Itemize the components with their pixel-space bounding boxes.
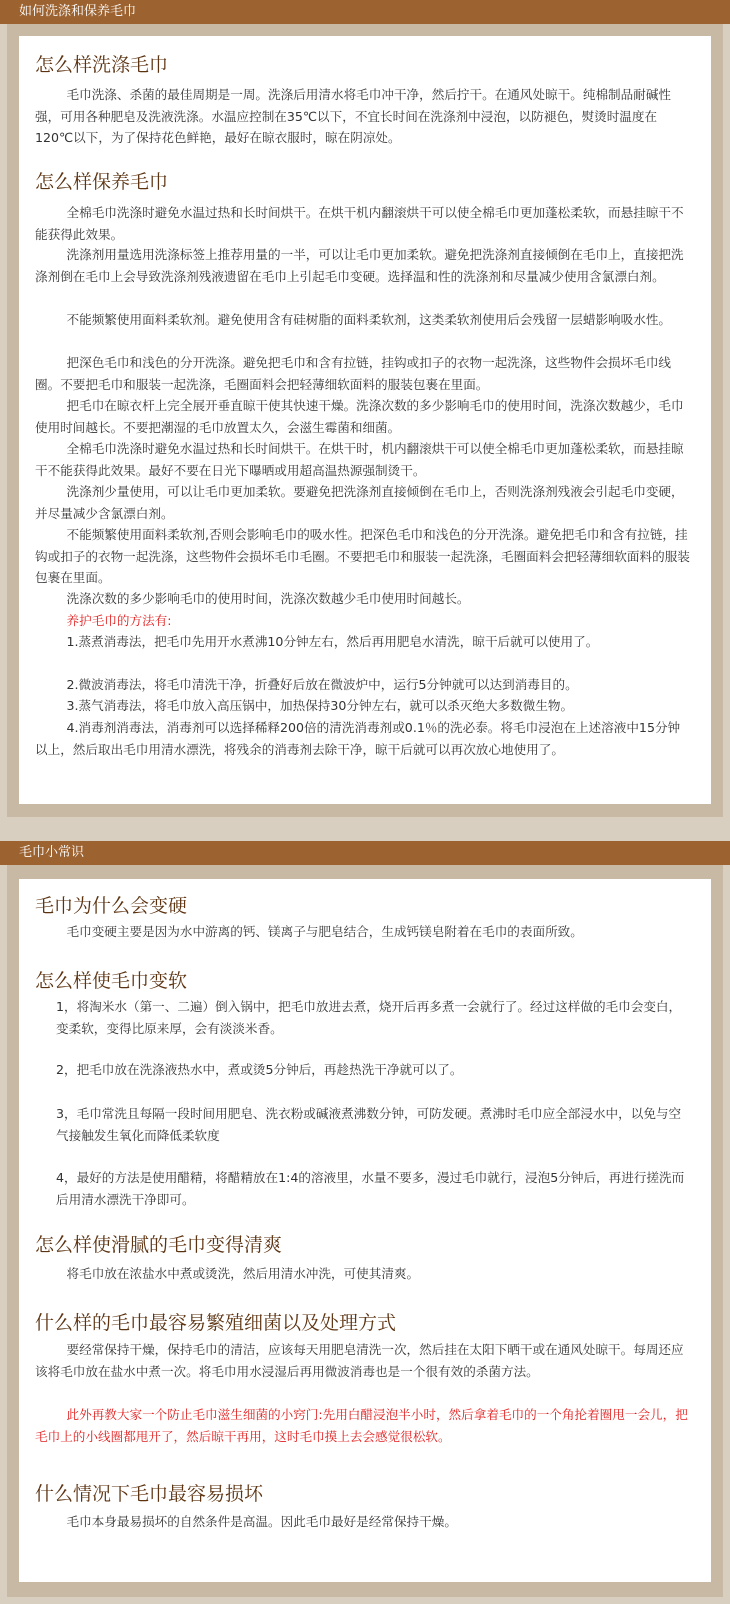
paragraph: 全棉毛巾洗涤时避免水温过热和长时间烘干。在烘干时，机内翻滚烘干可以使全棉毛巾更加蓬松柔软，而悬挂晾干不能获得此效果。最好不要在日光下曝晒或用超高温热源强制烫干。 [35,441,684,478]
method-item: 2.微波消毒法，将毛巾清洗干净，折叠好后放在微波炉中，运行5分钟就可以达到消毒目的。 [66,677,578,692]
soften-step: 3，毛巾常洗且每隔一段时间用肥皂、洗衣粉或碱液煮沸数分钟，可防发硬。煮沸时毛巾应全部浸水中，以免与空气接触发生氧化而降低柔软度 [56,1106,682,1143]
method-item: 3.蒸气消毒法，将毛巾放入高压锅中，加热保持30分钟左右，就可以杀灭绝大多数微生物。 [66,698,574,713]
method-item: 4.消毒剂消毒法，消毒剂可以选择稀释200倍的清洗消毒剂或0.1％的洗必泰。将毛巾浸泡在上述溶液中15分钟以上，然后取出毛巾用清水漂洗，将残余的消毒剂去除干净，晾干后就可以再次放心地使用了。 [35,720,681,757]
heading-bacteria: 什么样的毛巾最容易繁殖细菌以及处理方式 [35,1312,397,1334]
paragraph: 要经常保持干燥，保持毛巾的清洁，应该每天用肥皂清洗一次，然后挂在太阳下晒干或在通风处晾干。每周还应该将毛巾放在盐水中煮一次。将毛巾用水浸湿后再用微波消毒也是一个很有效的杀菌方法。 [35,1342,684,1379]
section-title: 如何洗涤和保养毛巾 [19,4,137,19]
paragraph: 毛巾洗涤、杀菌的最佳周期是一周。洗涤后用清水将毛巾冲干净，然后拧干。在通风处晾干。纯棉制品耐碱性强，可用各种肥皂及洗液洗涤。水温应控制在35℃以下，不宜长时间在洗涤剂中浸泡，以防褪色，熨烫时温度在120℃以下，为了保持花色鲜艳，最好在晾衣服时，晾在阴凉处。 [35,87,671,145]
section-title: 毛巾小常识 [19,845,85,860]
heading-soften: 怎么样使毛巾变软 [35,970,188,992]
section-title-bar [0,841,730,865]
paragraph: 洗涤次数的多少影响毛巾的使用时间，洗涤次数越少毛巾使用时间越长。 [66,591,470,606]
section-frame [7,24,723,817]
heading-why-hard: 毛巾为什么会变硬 [35,895,188,917]
soften-step: 4，最好的方法是使用醋精，将醋精放在1:4的溶液里，水量不要多，漫过毛巾就行，浸泡5分钟后，再进行搓洗而后用清水漂洗干净即可。 [56,1170,685,1207]
content-panel [19,879,711,1582]
heading-care-towel: 怎么样保养毛巾 [35,171,169,193]
section-frame [7,865,723,1597]
content-panel [19,36,711,804]
soften-step: 2，把毛巾放在洗涤液热水中，煮或烫5分钟后，再趁热洗干净就可以了。 [56,1062,463,1077]
method-item: 1.蒸煮消毒法，把毛巾先用开水煮沸10分钟左右，然后再用肥皂水清洗，晾干后就可以使用了。 [66,634,599,649]
paragraph: 洗涤剂用量选用洗涤标签上推荐用量的一半，可以让毛巾更加柔软。避免把洗涤剂直接倾倒在毛巾上，直接把洗涤剂倒在毛巾上会导致洗涤剂残液遗留在毛巾上引起毛巾变硬。选择温和性的洗涤剂和尽量减少使用含氯漂白剂。 [35,247,684,284]
paragraph: 洗涤剂少量使用，可以让毛巾更加柔软。要避免把洗涤剂直接倾倒在毛巾上，否则洗涤剂残液会引起毛巾变硬，并尽量减少含氯漂白剂。 [35,484,684,521]
paragraph: 将毛巾放在浓盐水中煮或烫洗，然后用清水冲洗，可使其清爽。 [66,1266,420,1281]
paragraph: 把毛巾在晾衣杆上完全展开垂直晾干使其快速干燥。洗涤次数的多少影响毛巾的使用时间，洗涤次数越少，毛巾使用时间越长。不要把潮湿的毛巾放置太久，会滋生霉菌和细菌。 [35,398,684,435]
paragraph: 全棉毛巾洗涤时避免水温过热和长时间烘干。在烘干机内翻滚烘干可以使全棉毛巾更加蓬松柔软，而悬挂晾干不能获得此效果。 [35,205,684,242]
heading-greasy: 怎么样使滑腻的毛巾变得清爽 [35,1234,283,1256]
paragraph: 不能频繁使用面料柔软剂,否则会影响毛巾的吸水性。把深色毛巾和浅色的分开洗涤。避免把毛巾和含有拉链，挂钩或扣子的衣物一起洗涤，这些物件会损坏毛巾毛圈。不要把毛巾和服装一起洗涤，毛圈面料会把轻薄细软面料的服装包裹在里面。 [35,527,690,585]
paragraph: 把深色毛巾和浅色的分开洗涤。避免把毛巾和含有拉链，挂钩或扣子的衣物一起洗涤，这些物件会损坏毛巾线圈。不要把毛巾和服装一起洗涤，毛圈面料会把轻薄细软面料的服装包裹在里面。 [35,355,671,392]
tip-paragraph: 此外再教大家一个防止毛巾滋生细菌的小窍门:先用白醋浸泡半小时，然后拿着毛巾的一个角抡着圈甩一会儿，把毛巾上的小线圈都甩开了，然后晾干再用，这时毛巾摸上去会感觉很松软。 [35,1407,688,1444]
paragraph: 不能频繁使用面料柔软剂。避免使用含有硅树脂的面料柔软剂，这类柔软剂使用后会残留一层蜡影响吸水性。 [66,312,671,327]
section-title-bar [0,0,730,24]
heading-wash-towel: 怎么样洗涤毛巾 [35,54,169,76]
heading-damage: 什么情况下毛巾最容易损坏 [35,1483,264,1505]
paragraph: 毛巾本身最易损坏的自然条件是高温。因此毛巾最好是经常保持干燥。 [66,1514,457,1529]
soften-step: 1，将淘米水（第一、二遍）倒入锅中，把毛巾放进去煮，烧开后再多煮一会就行了。经过这样做的毛巾会变白，变柔软，变得比原来厚，会有淡淡米香。 [56,999,682,1036]
paragraph: 毛巾变硬主要是因为水中游离的钙、镁离子与肥皂结合，生成钙镁皂附着在毛巾的表面所致。 [66,924,583,939]
methods-title: 养护毛巾的方法有: [66,613,172,628]
